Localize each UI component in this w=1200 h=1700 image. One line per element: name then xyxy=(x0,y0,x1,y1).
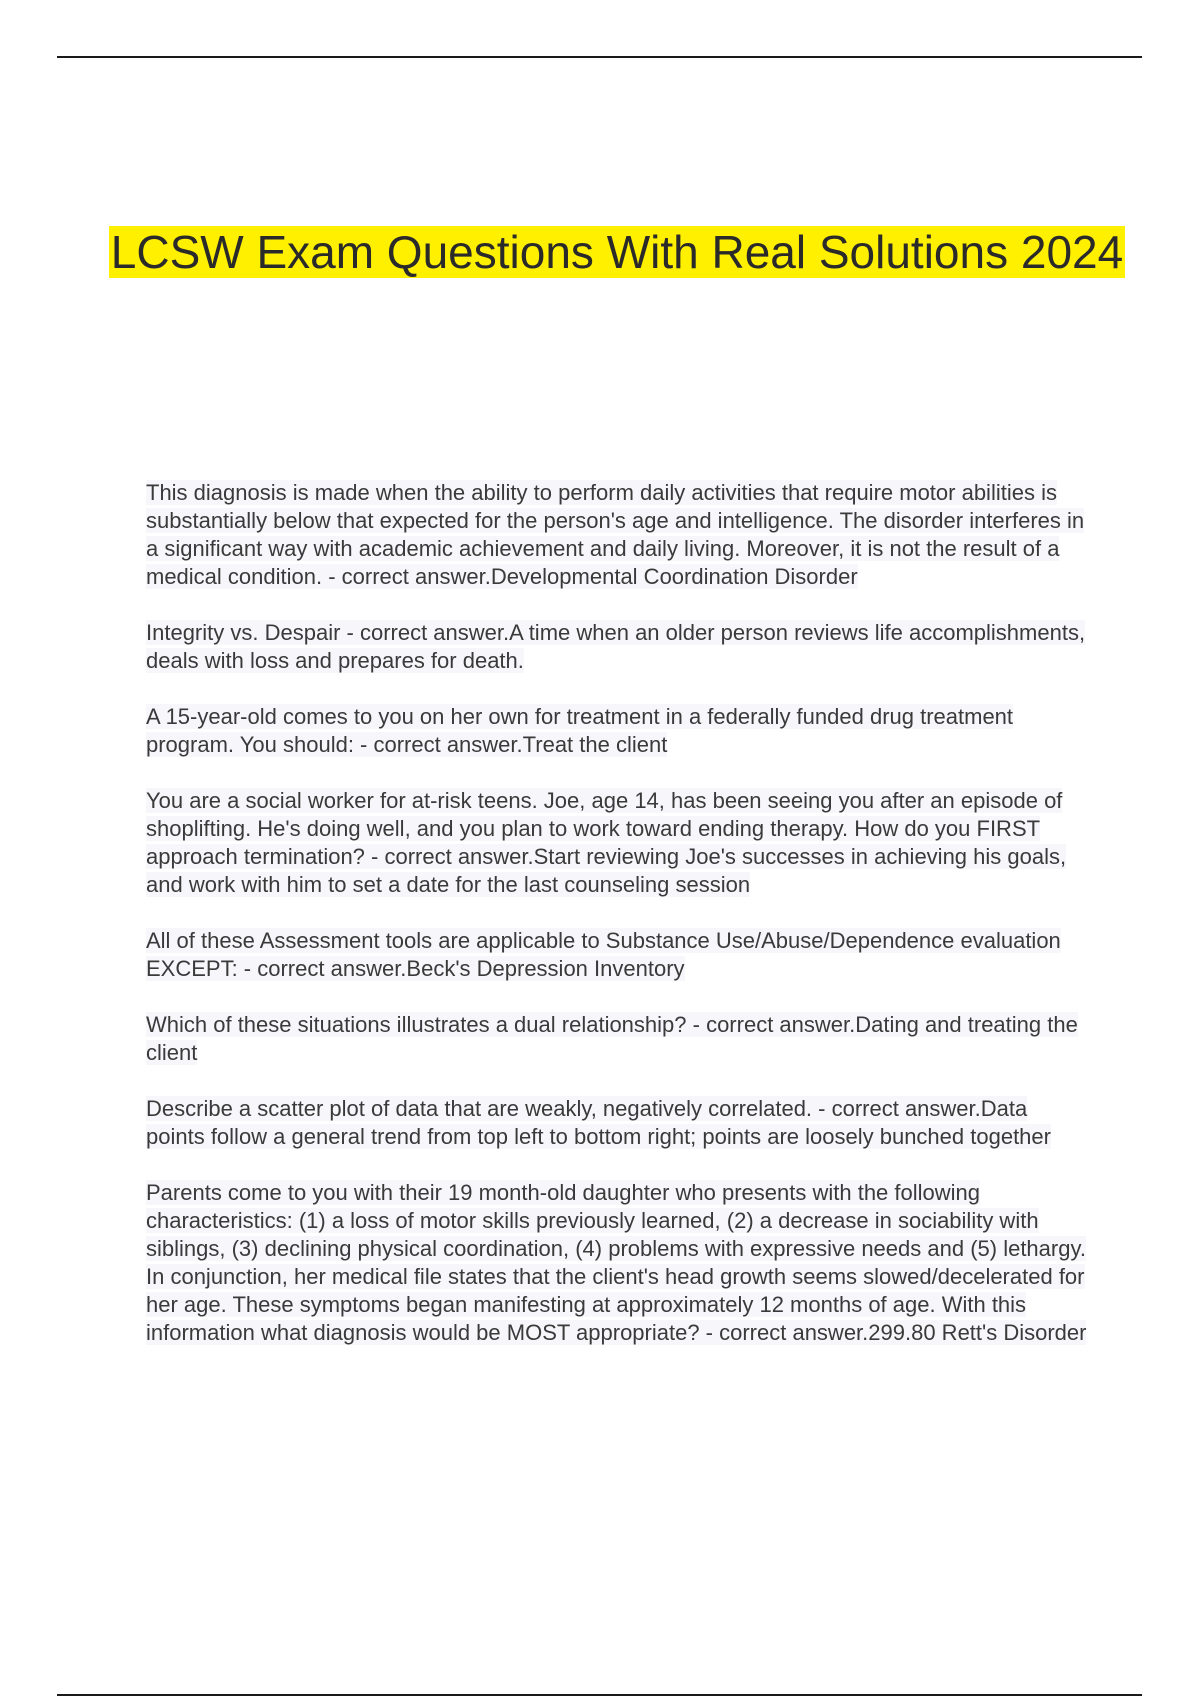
qa-item: All of these Assessment tools are applicable to Substance Use/Abuse/Dependence evaluation EXCEPT: - correct answer.Beck's Depression Inventory xyxy=(146,928,1061,981)
top-rule xyxy=(57,56,1142,58)
qa-item: A 15-year-old comes to you on her own for treatment in a federally funded drug treatment program. You should: - correct answer.Treat the client xyxy=(146,704,1014,757)
document-title xyxy=(0,224,1200,281)
qa-item: Integrity vs. Despair - correct answer.A time when an older person reviews life accomplishments, deals with loss and prepares for death. xyxy=(146,620,1086,673)
qa-item: Describe a scatter plot of data that are weakly, negatively correlated. - correct answer.Data points follow a general trend from top left to bottom right; points are loosely bunched together xyxy=(146,1096,1051,1149)
title-highlight: LCSW Exam Questions With Real Solutions 2024 xyxy=(110,226,1124,278)
qa-item: Parents come to you with their 19 month-old daughter who presents with the following characteristics: (1) a loss of motor skills previously learned, (2) a decrease in sociability with siblings, (3) declining physical coordination, (4) problems with expressive needs and (5) lethargy. In conjunction, her medical file states that the client's head growth seems slowed/decelerated for her age. These symptoms began manifesting at approximately 12 months of age. With this information what diagnosis would be MOST appropriate? - correct answer.299.80 Rett's Disorder xyxy=(146,1180,1087,1345)
qa-item: This diagnosis is made when the ability to perform daily activities that require motor abilities is substantially below that expected for the person's age and intelligence. The disorder interferes in a significant way with academic achievement and daily living. Moreover, it is not the result of a medical condition. - correct answer.Developmental Coordination Disorder xyxy=(146,480,1085,589)
qa-item: You are a social worker for at-risk teens. Joe, age 14, has been seeing you after an episode of shoplifting. He's doing well, and you plan to work toward ending therapy. How do you FIRST approach termination? - correct answer.Start reviewing Joe's successes in achieving his goals, and work with him to set a date for the last counseling session xyxy=(146,788,1067,897)
qa-item: Which of these situations illustrates a dual relationship? - correct answer.Dating and treating the client xyxy=(146,1012,1078,1065)
qa-list xyxy=(146,479,1091,1375)
bottom-rule xyxy=(57,1694,1142,1696)
